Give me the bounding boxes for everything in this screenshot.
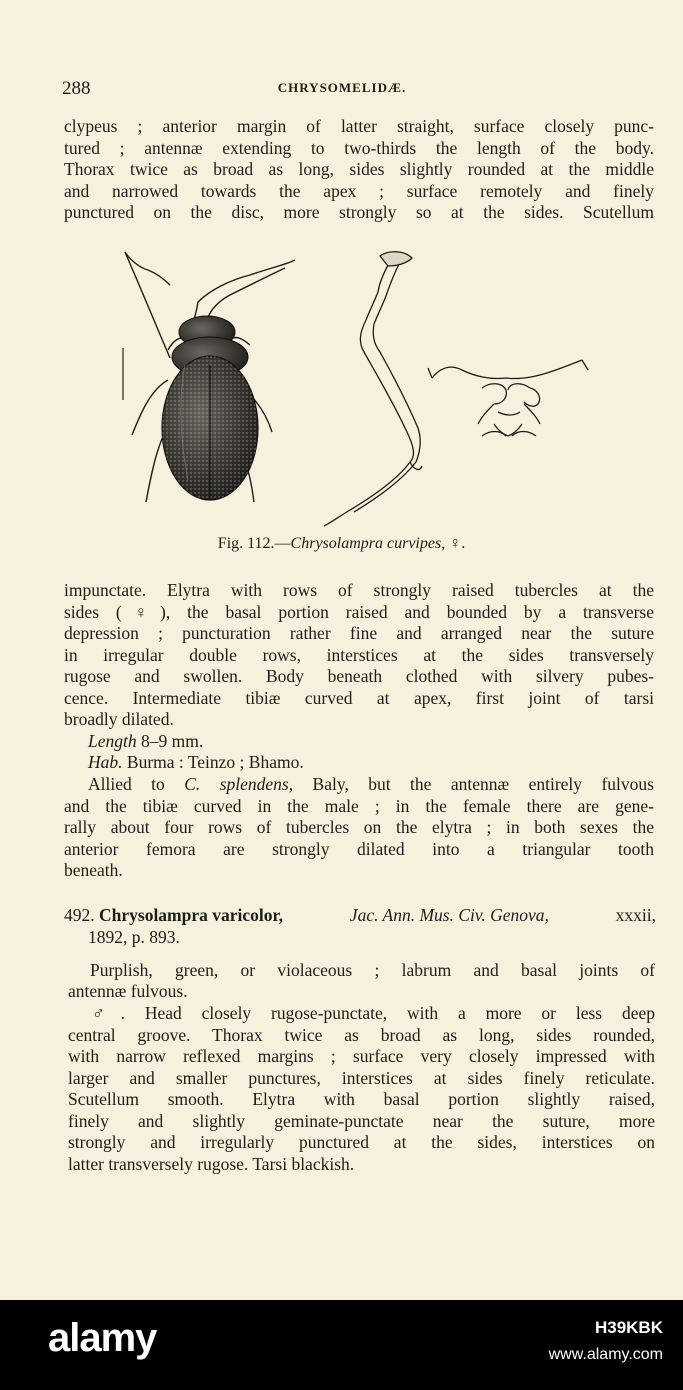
text-line: cence. Intermediate tibiæ curved at apex, first joint of tarsi bbox=[64, 687, 654, 708]
text-line: punctured on the disc, more strongly so at the sides. Scutellum bbox=[64, 202, 654, 222]
text-line: anterior femora are strongly dilated into a triangular tooth bbox=[64, 838, 654, 859]
description-paragraph bbox=[64, 580, 654, 731]
length-label: Length bbox=[88, 731, 137, 751]
text-line: sides (♀), the basal portion raised and bounded by a transverse bbox=[64, 601, 654, 622]
text-line: depression ; puncturation rather fine and arranged near the suture bbox=[64, 623, 654, 643]
allied-species: C. splendens, bbox=[184, 774, 294, 794]
text-line: impunctate. Elytra with rows of strongly raised tubercles at the bbox=[64, 580, 654, 600]
head-detail bbox=[428, 360, 588, 436]
caption-prefix: Fig. 112.— bbox=[217, 535, 291, 552]
text-line: ♂. Head closely rugose-punctate, with a more or less deep bbox=[92, 1003, 655, 1023]
species-name: Chrysolampra varicolor, bbox=[99, 905, 284, 925]
text-line: in irregular double rows, interstices at the sides transversely bbox=[64, 644, 654, 665]
text-line: broadly dilated. bbox=[64, 709, 174, 729]
caption-species: Chrysolampra curvipes, bbox=[290, 535, 446, 552]
text-line: antennæ fulvous. bbox=[68, 981, 188, 1001]
leg-detail bbox=[324, 252, 422, 526]
species-number: 492. bbox=[64, 905, 95, 925]
beetle-illustration bbox=[110, 240, 600, 530]
text-line: clypeus ; anterior margin of latter straight, surface closely punc- bbox=[64, 116, 654, 136]
page-number: 288 bbox=[62, 78, 91, 99]
running-head: CHRYSOMELIDÆ. bbox=[277, 80, 407, 95]
text-line: latter transversely rugose. Tarsi blackish. bbox=[68, 1153, 355, 1174]
text-line: beneath. bbox=[64, 860, 123, 880]
text-line: rugose and swollen. Body beneath clothed with silvery pubes- bbox=[64, 666, 654, 686]
image-id: H39KBK bbox=[594, 1318, 663, 1337]
text-line: strongly and irregularly punctured at the sides, interstices on bbox=[68, 1132, 655, 1152]
allied-prefix: Allied to bbox=[88, 774, 185, 794]
text-line: Scutellum smooth. Elytra with basal portion slightly raised, bbox=[68, 1089, 655, 1109]
text-line: and narrowed towards the apex ; surface remotely and finely bbox=[64, 180, 654, 201]
species-description-cont bbox=[68, 981, 655, 1003]
species-reference: Jac. Ann. Mus. Civ. Genova, bbox=[349, 905, 549, 925]
species-year-page: 1892, p. 893. bbox=[88, 926, 180, 947]
text-line: tured ; antennæ extending to two-thirds the length of the body. bbox=[64, 137, 654, 158]
length-line bbox=[64, 731, 654, 753]
watermark-url: www.alamy.com bbox=[548, 1346, 663, 1363]
length-value: 8–9 mm. bbox=[136, 731, 204, 751]
text-line: Thorax twice as broad as long, sides slightly rounded at the middle bbox=[64, 159, 654, 179]
text-line: rally about four rows of tubercles on the elytra ; in both sexes the bbox=[64, 817, 654, 837]
habitat-line bbox=[64, 752, 654, 774]
habitat-label: Hab. bbox=[88, 752, 123, 772]
beetle-figure bbox=[110, 240, 600, 530]
allied-suffix: Baly, but the antennæ entirely fulvous bbox=[293, 774, 654, 794]
male-paragraph bbox=[68, 1003, 655, 1175]
caption-sex-symbol: ♀. bbox=[445, 535, 466, 552]
species-volume: xxxii, bbox=[615, 905, 656, 925]
alamy-logo: alamy bbox=[48, 1316, 157, 1360]
top-paragraph bbox=[64, 116, 654, 224]
text-line: and the tibiæ curved in the male ; in the female there are gene- bbox=[64, 795, 654, 816]
species-heading bbox=[64, 905, 656, 948]
text-line: with narrow reflexed margins ; surface very closely impressed with bbox=[68, 1046, 655, 1066]
habitat-value: Burma : Teinzo ; Bhamo. bbox=[122, 752, 304, 772]
species-description bbox=[90, 960, 655, 982]
figure-caption bbox=[0, 535, 683, 553]
text-line: larger and smaller punctures, interstices at sides finely reticulate. bbox=[68, 1067, 655, 1088]
text-line: finely and slightly geminate-punctate near the suture, more bbox=[68, 1110, 655, 1131]
text-line: Purplish, green, or violaceous ; labrum and basal joints of bbox=[90, 960, 655, 980]
allied-paragraph bbox=[64, 774, 654, 882]
text-line: central groove. Thorax twice as broad as long, sides rounded, bbox=[68, 1024, 655, 1045]
page-header bbox=[62, 78, 622, 102]
